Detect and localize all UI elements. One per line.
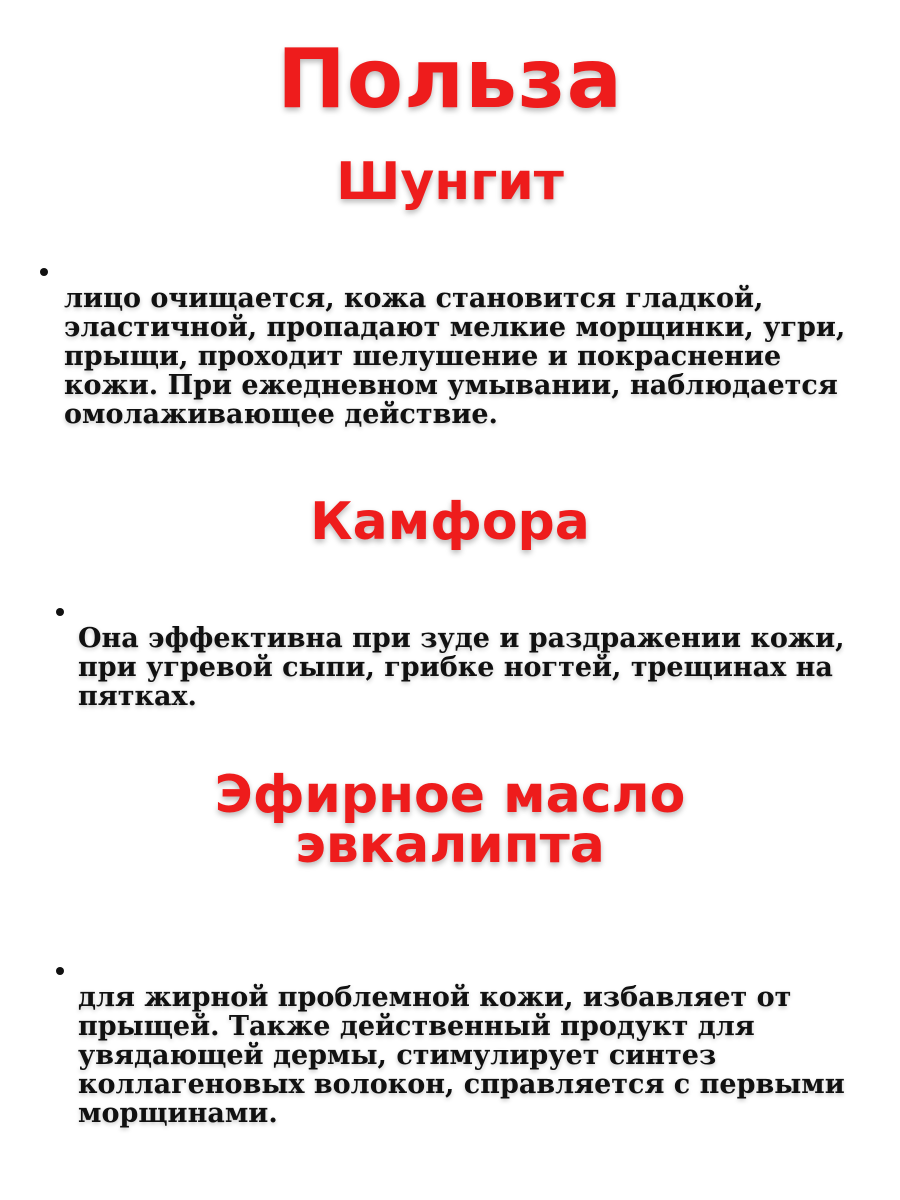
bullet-text-camphor: Она эффективна при зуде и раздражении кожи, при угревой сыпи, грибке ногтей, трещинах на пятках.	[78, 623, 845, 712]
section-heading-shungit: Шунгит	[336, 152, 564, 212]
bullet-dot-icon	[40, 268, 48, 276]
bullet-dot-icon	[56, 967, 64, 975]
bullet-dot-icon	[56, 608, 64, 616]
page-title: Польза	[277, 32, 623, 127]
section-heading-eucalyptus	[0, 765, 900, 875]
section-heading-camphor: Камфора	[310, 492, 590, 552]
section-heading-eucalyptus-line2: эвкалипта	[295, 815, 605, 875]
bullet-text-shungit: лицо очищается, кожа становится гладкой, эластичной, пропадают мелкие морщинки, угри, прыщи, проходит шелушение и покраснение кожи. При ежедневном умывании, наблюдается омолаживающее действие.	[64, 283, 846, 430]
bullet-text-eucalyptus: для жирной проблемной кожи, избавляет от прыщей. Также действенный продукт для увядающей дермы, стимулирует синтез коллагеновых волокон, справляется с первыми морщинами.	[78, 982, 845, 1129]
section-heading-eucalyptus-line1: Эфирное масло	[214, 765, 686, 825]
